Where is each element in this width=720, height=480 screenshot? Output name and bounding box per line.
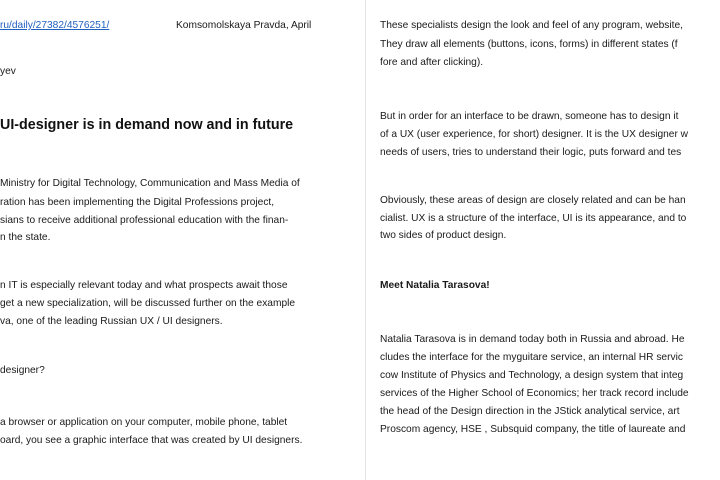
r-para1-line-3: fore and after clicking). — [380, 57, 484, 68]
subheading: Meet Natalia Tarasova! — [380, 280, 490, 291]
r-para4-line-6: Proscom agency, HSE , Subsquid company, the title of laureate and — [380, 424, 686, 435]
source-link[interactable]: ru/daily/27382/4576251/ — [0, 20, 110, 31]
para2-line-3: va, one of the leading Russian UX / UI designers. — [0, 316, 223, 327]
source-label: Komsomolskaya Pravda, April — [176, 20, 312, 31]
r-para3-line-1: Obviously, these areas of design are closely related and can be han — [380, 195, 686, 206]
intro-line-1: Ministry for Digital Technology, Communication and Mass Media of — [0, 178, 300, 189]
r-para1-line-1: These specialists design the look and feel of any program, website, — [380, 20, 683, 31]
para3-line-1: a browser or application on your computer, mobile phone, tablet — [0, 417, 288, 428]
intro-line-3: sians to receive additional professional education with the finan- — [0, 215, 289, 226]
right-page — [380, 0, 720, 480]
r-para3-line-2: cialist. UX is a structure of the interface, UI is its appearance, and to — [380, 213, 687, 224]
article-title: UI-designer is in demand now and in future — [0, 117, 294, 133]
intro-line-2: ration has been implementing the Digital Professions project, — [0, 197, 275, 208]
r-para4-line-1: Natalia Tarasova is in demand today both in Russia and abroad. He — [380, 334, 685, 345]
para2-line-2: get a new specialization, will be discussed further on the example — [0, 298, 296, 309]
author-name: yev — [0, 66, 16, 77]
intro-line-4: n the state. — [0, 232, 51, 243]
page-divider — [365, 0, 366, 480]
r-para4-line-3: cow Institute of Physics and Technology, a design system that integ — [380, 370, 684, 381]
r-para4-line-2: cludes the interface for the myguitare service, an internal HR servic — [380, 352, 683, 363]
para3-line-2: oard, you see a graphic interface that was created by UI designers. — [0, 435, 303, 446]
r-para2-line-1: But in order for an interface to be drawn, someone has to design it — [380, 111, 679, 122]
r-para2-line-3: needs of users, tries to understand their logic, puts forward and tes — [380, 147, 682, 158]
r-para4-line-5: the head of the Design direction in the JStick analytical service, art — [380, 406, 680, 417]
left-page — [0, 0, 356, 480]
r-para2-line-2: of a UX (user experience, for short) designer. It is the UX designer w — [380, 129, 689, 140]
section-question: designer? — [0, 365, 45, 376]
r-para3-line-3: two sides of product design. — [380, 230, 507, 241]
r-para4-line-4: services of the Higher School of Economics; her track record include — [380, 388, 689, 399]
r-para1-line-2: They draw all elements (buttons, icons, forms) in different states (f — [380, 39, 678, 50]
para2-line-1: n IT is especially relevant today and what prospects await those — [0, 280, 288, 291]
